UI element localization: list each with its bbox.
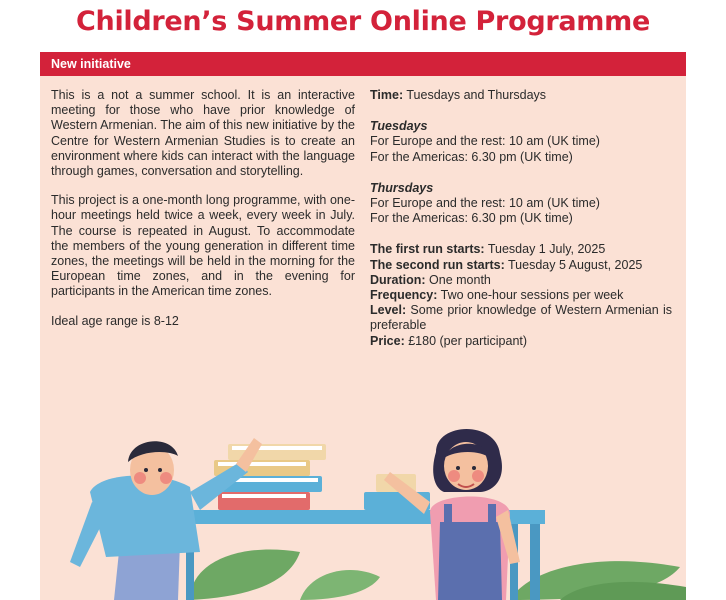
- thursdays-europe: For Europe and the rest: 10 am (UK time): [370, 196, 600, 211]
- detail-value: Some prior knowledge of Western Armenian is preferable: [370, 303, 672, 333]
- description-paragraph-1: This is a not a summer school. It is an interactive meeting for those who have prior knowledge of Western Armenian. The aim of this new initiative by the Centre for Western Armenian Studies is to create an environment where kids can interact with the language through games, conversation and storytelling.: [51, 88, 355, 179]
- thursdays-heading: Thursdays: [370, 180, 434, 195]
- page-title: Children’s Summer Online Programme: [76, 6, 650, 37]
- description-paragraph-2: This project is a one-month long programme, with one-hour meetings held twice a week, every week in July. The course is repeated in August. To accommodate the members of the young generation in different time zones, the meetings will be held in the morning for the European time zones, and in the evening for participants in the American time zones.: [51, 193, 355, 299]
- panel-header: [40, 52, 686, 76]
- time-label: Time:: [370, 88, 404, 102]
- info-panel: [40, 52, 686, 600]
- detail-level: [370, 303, 672, 333]
- detail-label: Frequency:: [370, 288, 438, 303]
- schedule-column: [370, 88, 672, 349]
- detail-label: Price:: [370, 333, 405, 348]
- time-value: Tuesdays and Thursdays: [406, 88, 547, 102]
- description-column: [51, 88, 355, 343]
- detail-label: The second run starts:: [370, 257, 505, 272]
- panel-label: New initiative: [51, 57, 131, 71]
- detail-value: Tuesday 5 August, 2025: [508, 257, 643, 272]
- time-line: [370, 88, 672, 103]
- detail-first-run: [370, 242, 672, 257]
- tuesdays-europe: For Europe and the rest: 10 am (UK time): [370, 134, 600, 149]
- age-range-text: Ideal age range is 8-12: [51, 313, 179, 328]
- detail-value: One month: [429, 272, 491, 287]
- detail-price: [370, 334, 672, 349]
- detail-value: £180 (per participant): [408, 333, 528, 348]
- tuesdays-heading: Tuesdays: [370, 119, 428, 134]
- detail-label: The first run starts:: [370, 242, 485, 257]
- detail-frequency: [370, 288, 672, 303]
- detail-second-run: [370, 258, 672, 273]
- children-illustration: [40, 392, 686, 600]
- tuesdays-americas: For the Americas: 6.30 pm (UK time): [370, 149, 573, 164]
- detail-value: Tuesday 1 July, 2025: [487, 242, 606, 257]
- detail-label: Level:: [370, 303, 407, 318]
- detail-value: Two one-hour sessions per week: [440, 288, 624, 303]
- detail-duration: [370, 273, 672, 288]
- detail-label: Duration:: [370, 272, 426, 287]
- thursdays-americas: For the Americas: 6.30 pm (UK time): [370, 211, 573, 226]
